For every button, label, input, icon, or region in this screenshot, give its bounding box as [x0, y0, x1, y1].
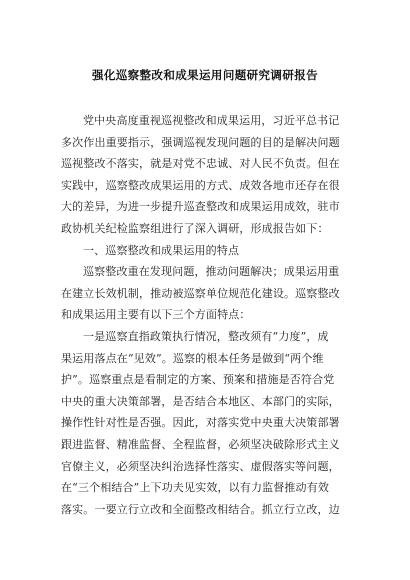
paragraph-line: 和成果运用主要有以下三个方面特点： — [61, 308, 251, 322]
paragraph-line: 一是巡察直指政策执行情况，整改须有“力度”，成 — [83, 329, 329, 343]
paragraph-line: 在“三个相结合”上下功夫见实效，以有力监督推动有效 — [61, 481, 329, 495]
paragraph-line: 大的差异，为进一步提升巡查整改和成果运用成效，驻市 — [61, 200, 340, 214]
paragraph-line: 操作性针对性是否强。因此，对落实党中央重大决策部署 — [61, 416, 340, 430]
paragraph-line: 党中央高度重视巡视整改和成果运用，习近平总书记 — [83, 114, 340, 127]
paragraph-line: 多次作出重要指示，强调巡视发现问题的目的是解决问题 — [61, 135, 340, 149]
paragraph-line: 落实。一要立行立改和全面整改相结合。抓立行立改，边 — [61, 502, 340, 516]
paragraph-line: 在建立长效机制，推动被巡察单位规范化建设。巡察整改 — [61, 286, 340, 300]
document-body — [61, 110, 361, 520]
paragraph-line: 实践中，巡察整改成果运用的方式、成效各地市还存在很 — [61, 178, 340, 192]
paragraph-line: 巡察整改重在发现问题，推动问题解决；成果运用重 — [83, 265, 340, 279]
paragraph-line: 巡视整改不落实，就是对党不忠诚、对人民不负责。但在 — [61, 157, 340, 171]
paragraph-line: 中央的重大决策部署，是否结合本地区、本部门的实际， — [61, 394, 340, 408]
paragraph-line: 果运用落点在“见效”。巡察的根本任务是做到“两个维 — [61, 351, 324, 365]
paragraph-line: 官僚主义，必须坚决纠治选择性落实、虚假落实等问题， — [61, 459, 340, 473]
paragraph-line: 政协机关纪检监察组进行了深入调研，形成报告如下： — [61, 221, 329, 235]
paragraph-line: 一、巡察整改和成果运用的特点 — [83, 243, 240, 257]
paragraph-line: 护”。巡察重点是看制定的方案、预案和措施是否符合党 — [61, 373, 335, 387]
paragraph-line: 跟进监督、精准监督、全程监督，必须坚决破除形式主义 — [61, 437, 340, 451]
document-title: 强化巡察整改和成果运用问题研究调研报告 — [91, 68, 319, 82]
